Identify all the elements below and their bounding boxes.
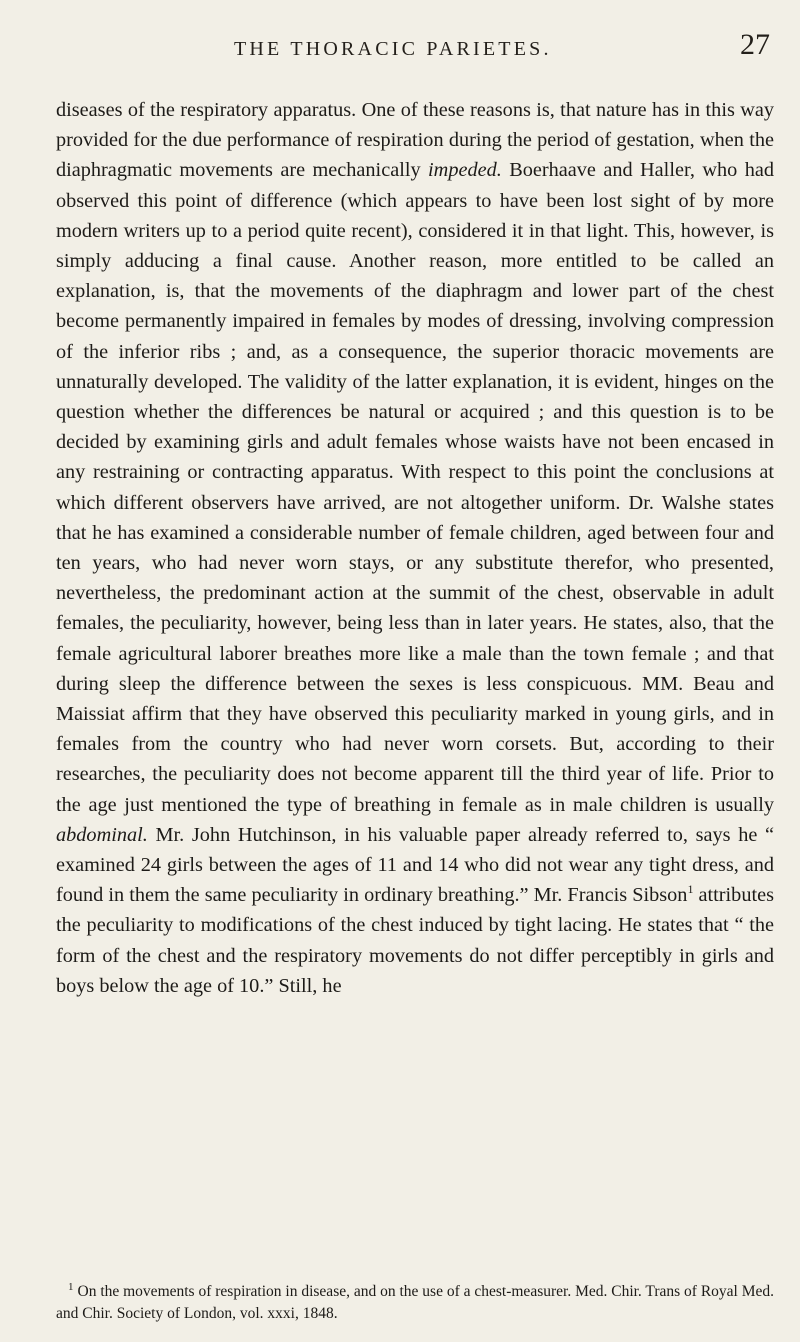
body-text-segment-1: diseases of the respiratory apparatus. One of these reasons is, that nature has in this way provided for the due performance of respiration during the period of gestation, when the diaphragmatic movements are mechanically (56, 99, 774, 182)
footnote-reference: 1 (687, 882, 694, 897)
body-paragraph (56, 95, 774, 1001)
body-emphasis-impeded: impeded. (428, 159, 502, 182)
footnote-marker: 1 (68, 1281, 74, 1293)
footnote-text: On the movements of respiration in disease, and on the use of a chest-measurer. Med. Chir. Trans of Royal Med. and Chir. Society of London, vol. xxxi, 1848. (56, 1283, 775, 1323)
body-emphasis-abdominal: abdominal. (56, 823, 148, 846)
body-text-segment-2: Boerhaave and Haller, who had observed this point of difference (which appears to have been lost sight of by more modern writers up to a period quite recent), considered it in that light. This, however, is simply adducing a final cause. Another reason, more entitled to be called an explanation, is, that the movements of the diaphragm and lower part of the chest become permanently impaired in females by modes of dressing, involving compression of the inferior ribs ; and, as a consequence, the superior thoracic movements are unnaturally developed. The validity of the latter explanation, it is evident, hinges on the question whether the differences be natural or acquired ; and this question is to be decided by examining girls and adult females whose waists have not been encased in any restraining or contracting apparatus. With respect to this point the conclusions at which different observers have arrived, are not altogether uniform. Dr. Walshe states that he has examined a considerable number of female children, aged between four and ten years, who had never worn stays, or any substitute therefor, who presented, nevertheless, the predominant action at the summit of the chest, observable in adult females, the peculiarity, however, being less than in later years. He states, also, that the female agricultural laborer breathes more like a male than the town female ; and that during sleep the difference between the sexes is less conspicuous. MM. Beau and Maissiat affirm that they have observed this peculiarity marked in young girls, and in females from the country who had never worn corsets. But, according to their researches, the peculiarity does not become apparent till the third year of life. Prior to the age just mentioned the type of breathing in female as in male children is usually (56, 159, 775, 816)
footnote (56, 1276, 774, 1325)
body-text-segment-3: Mr. John Hutchinson, in his valuable paper already referred to, says he “ examined 24 girls between the ages of 11 and 14 who did not wear any tight dress, and found in them the same peculiarity in ordinary breathing.” Mr. Francis Sibson (56, 823, 774, 907)
running-head (0, 20, 800, 70)
body-text-segment-4: attributes the peculiarity to modifications of the chest induced by tight lacing. He states that “ the form of the chest and the respiratory movements do not differ perceptibly in girls and boys below the age of 10.” Still, he (56, 884, 774, 997)
running-title: THE THORACIC PARIETES. (234, 38, 552, 60)
page-number: 27 (740, 28, 770, 61)
